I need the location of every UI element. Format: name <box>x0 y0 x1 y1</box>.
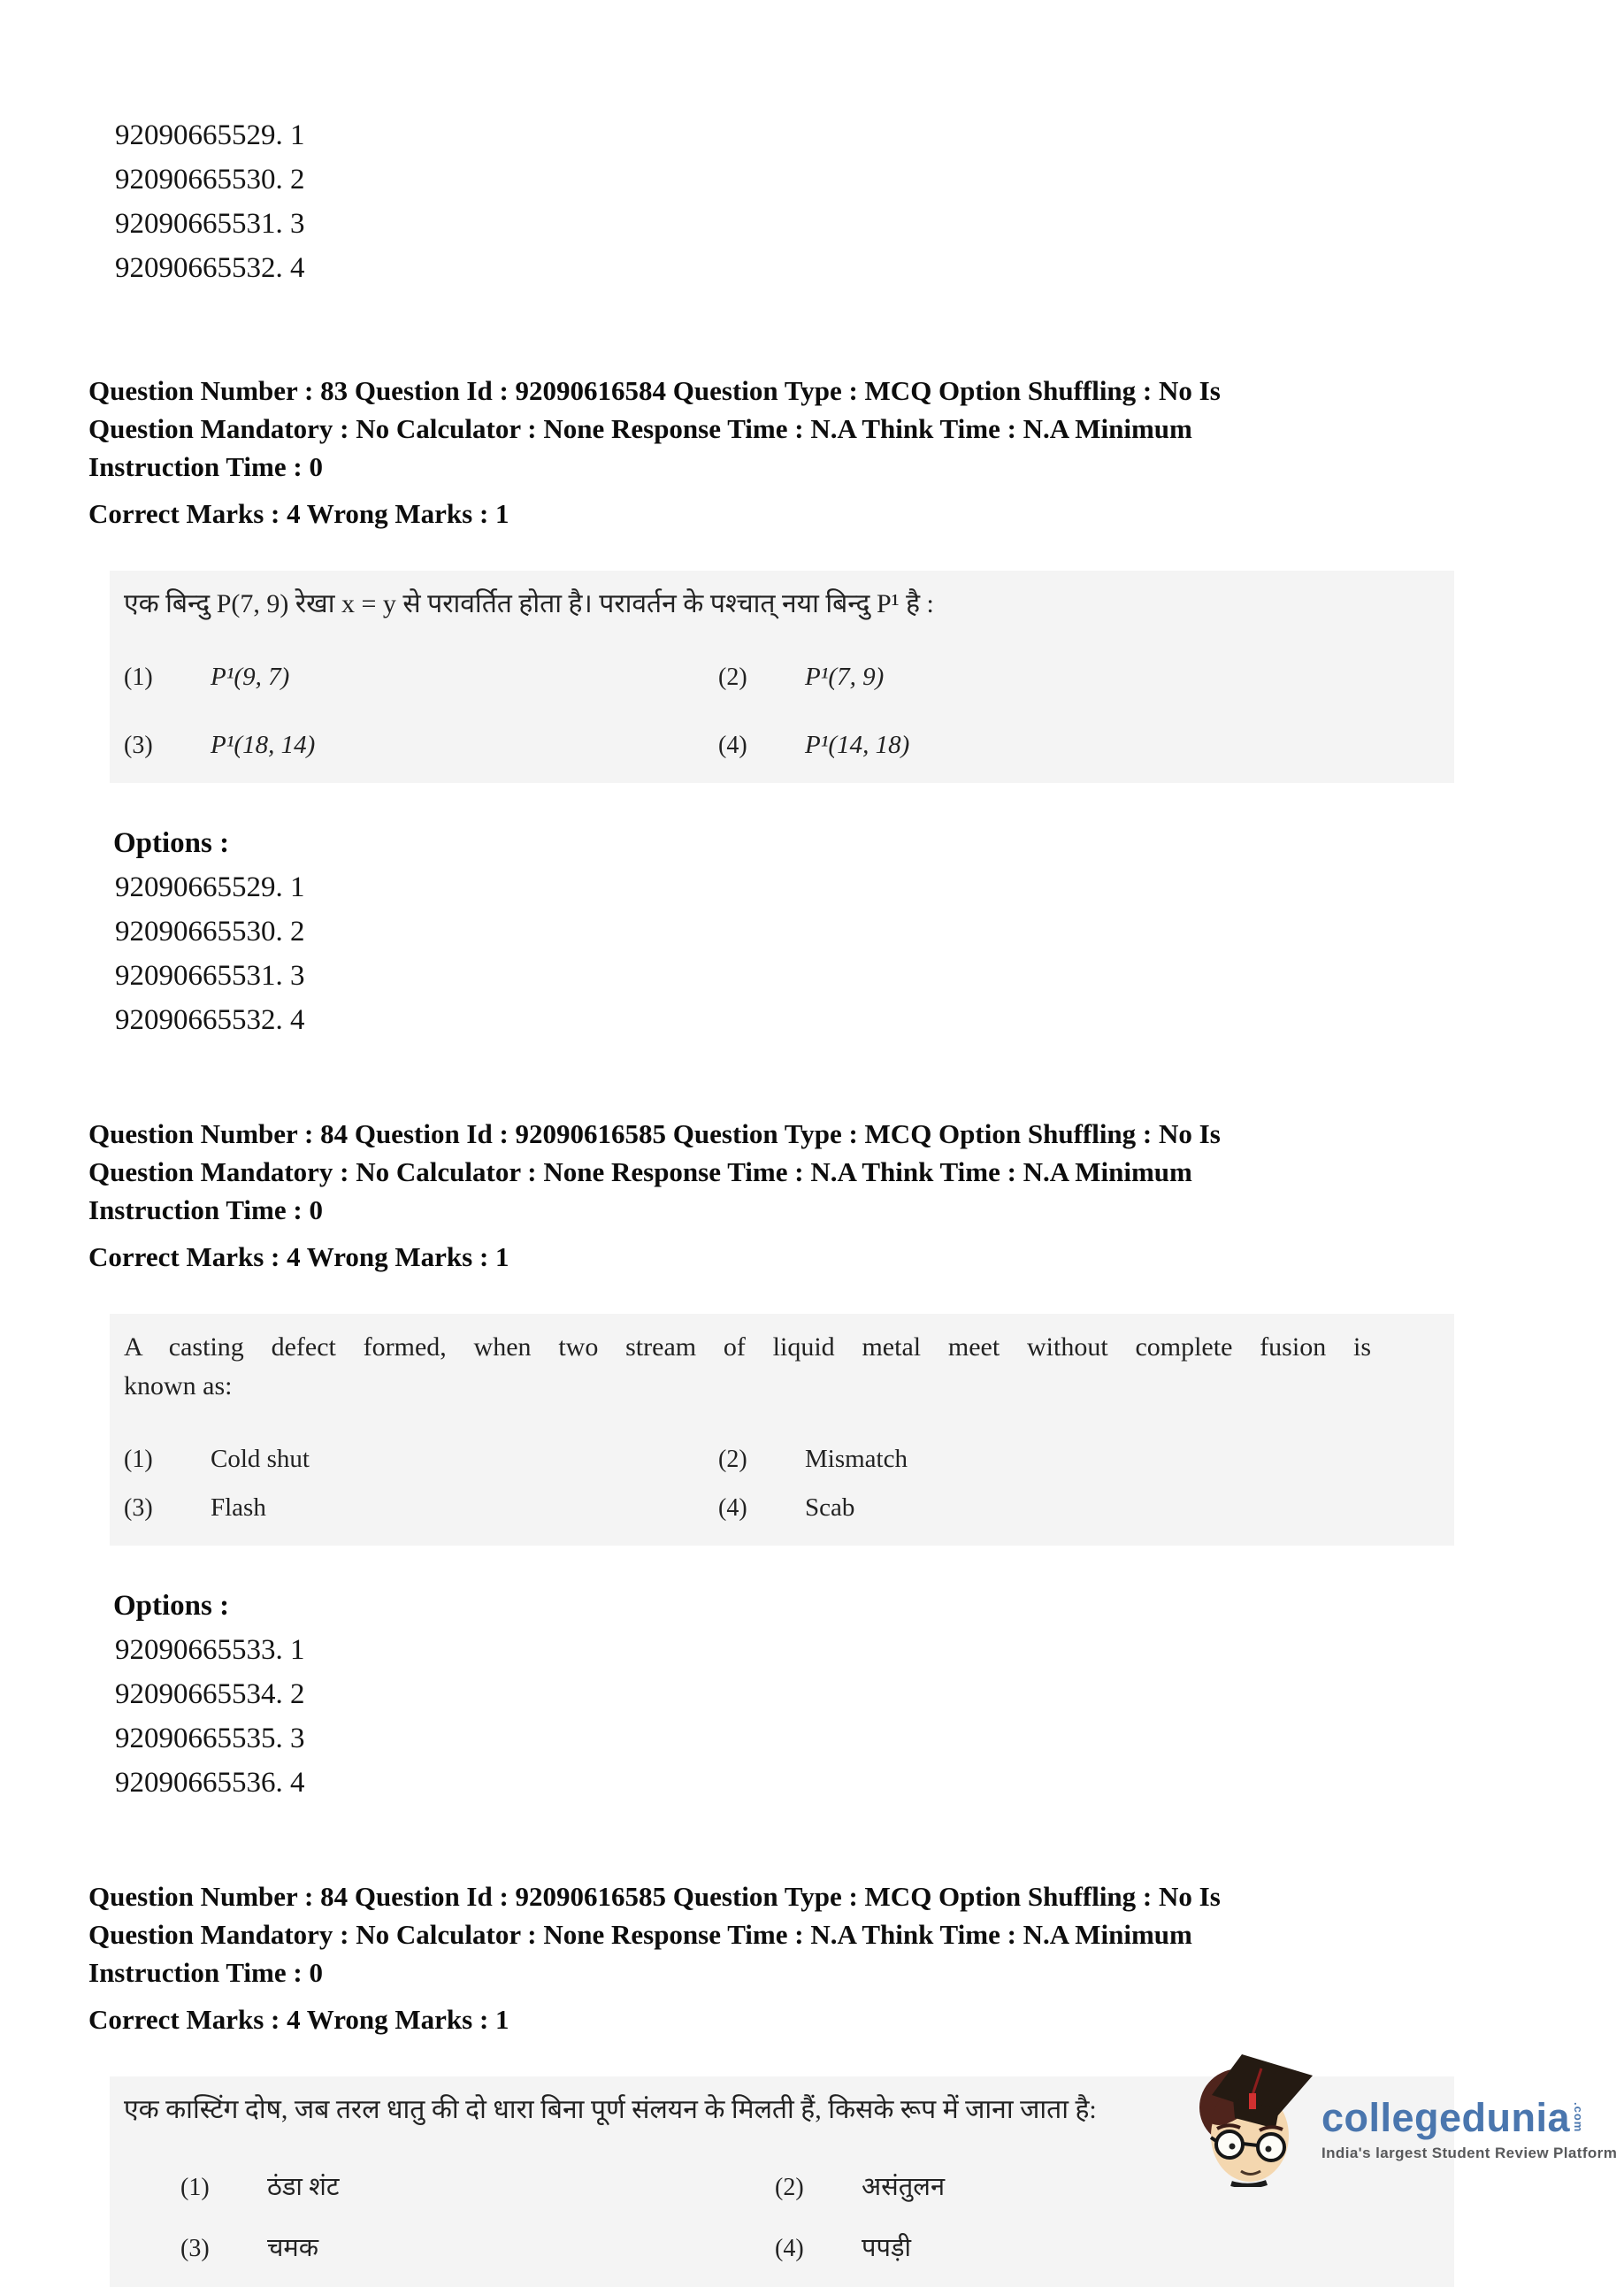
option-id-line: 92090665529. 1 <box>115 871 305 903</box>
option-id-line: 92090665529. 1 <box>115 119 305 151</box>
option-1 <box>180 2168 775 2203</box>
option-4 <box>775 2229 1369 2264</box>
option-text: P¹(18, 14) <box>211 731 316 759</box>
question-83-header <box>88 372 1468 486</box>
question-83-block <box>88 372 1544 1042</box>
option-text: चमक <box>267 2234 319 2262</box>
option-number: (1) <box>124 1446 153 1473</box>
question-header-line: Instruction Time : 0 <box>88 1194 323 1225</box>
brand-tagline: India's largest Student Review Platform <box>1321 2145 1618 2161</box>
collegedunia-logo <box>1194 2053 1617 2191</box>
option-id-line: 92090665531. 3 <box>115 208 305 240</box>
question-header-line: Instruction Time : 0 <box>88 1957 323 1988</box>
option-text: ठंडा शंट <box>267 2173 340 2201</box>
option-id-line: 92090665535. 3 <box>115 1723 305 1754</box>
option-id-line: 92090665532. 4 <box>115 1004 305 1036</box>
option-id-line: 92090665534. 2 <box>115 1678 305 1710</box>
question-84-english-block <box>88 1115 1544 1805</box>
options-label: Options : <box>113 1590 230 1622</box>
question-83-options <box>124 663 1436 760</box>
option-row <box>124 663 1436 692</box>
option-number: (3) <box>180 2235 210 2262</box>
graduate-student-mascot-icon <box>1194 2053 1316 2191</box>
question-84-text-line: known as: <box>124 1371 233 1401</box>
question-84-text-line: A casting defect formed, when two stream of liquid metal meet without complete fusion is <box>124 1332 1371 1362</box>
option-3 <box>124 1493 718 1523</box>
question-header-line: Instruction Time : 0 <box>88 451 323 482</box>
option-id-line: 92090665533. 1 <box>115 1634 305 1666</box>
option-text: Flash <box>211 1493 266 1522</box>
option-text: P¹(14, 18) <box>805 731 910 759</box>
option-number: (1) <box>180 2174 210 2201</box>
option-text: पपड़ी <box>862 2234 911 2262</box>
question-header-line: Question Number : 83 Question Id : 92090616584 Question Type : MCQ Option Shuffling : No Is <box>88 375 1221 406</box>
marks-line: Correct Marks : 4 Wrong Marks : 1 <box>88 498 509 529</box>
marks-line: Correct Marks : 4 Wrong Marks : 1 <box>88 2004 509 2035</box>
option-id-line: 92090665530. 2 <box>115 916 305 948</box>
option-number: (1) <box>124 664 153 691</box>
option-row <box>180 2229 1436 2264</box>
top-option-id-list <box>115 113 1544 290</box>
question-83-option-ids <box>115 865 1544 1042</box>
option-2 <box>718 663 1313 692</box>
option-number: (2) <box>718 1446 747 1473</box>
question-84-option-ids <box>115 1628 1544 1805</box>
question-84-header <box>88 1115 1468 1229</box>
options-label: Options : <box>113 827 230 859</box>
question-84-hindi-text: एक कास्टिंग दोष, जब तरल धातु की दो धारा बिना पूर्ण संलयन के मिलती हैं, किसके रूप में जाना जाता है: <box>124 2095 1097 2124</box>
option-1 <box>124 1445 718 1474</box>
brand-tld: .com <box>1572 2102 1586 2133</box>
question-header-line: Question Number : 84 Question Id : 92090616585 Question Type : MCQ Option Shuffling : No Is <box>88 1881 1221 1912</box>
option-4 <box>718 731 1313 760</box>
option-id-line: 92090665536. 4 <box>115 1767 305 1799</box>
question-header-line: Question Mandatory : No Calculator : None Response Time : N.A Think Time : N.A Minimum <box>88 1919 1192 1950</box>
question-84-image <box>110 1314 1454 1546</box>
option-text: Cold shut <box>211 1445 310 1473</box>
option-id-line: 92090665531. 3 <box>115 960 305 992</box>
question-header-line: Question Mandatory : No Calculator : None Response Time : N.A Think Time : N.A Minimum <box>88 413 1192 444</box>
option-text: Mismatch <box>805 1445 908 1473</box>
option-2 <box>718 1445 1313 1474</box>
option-number: (4) <box>718 1494 747 1522</box>
option-text: P¹(9, 7) <box>211 663 290 691</box>
option-text: P¹(7, 9) <box>805 663 885 691</box>
option-3 <box>124 731 718 760</box>
option-number: (4) <box>775 2235 804 2262</box>
option-1 <box>124 663 718 692</box>
marks-line: Correct Marks : 4 Wrong Marks : 1 <box>88 1241 509 1272</box>
question-header-line: Question Mandatory : No Calculator : None Response Time : N.A Think Time : N.A Minimum <box>88 1156 1192 1187</box>
option-id-line: 92090665532. 4 <box>115 252 305 284</box>
question-83-image <box>110 571 1454 783</box>
option-row <box>124 1445 1436 1474</box>
option-number: (4) <box>718 732 747 759</box>
option-number: (2) <box>718 664 747 691</box>
question-84-options <box>124 1445 1436 1523</box>
question-84-hindi-header <box>88 1877 1468 1992</box>
option-3 <box>180 2229 775 2264</box>
logo-text <box>1321 2095 1618 2162</box>
option-text: Scab <box>805 1493 855 1522</box>
option-number: (2) <box>775 2174 804 2201</box>
option-id-line: 92090665530. 2 <box>115 164 305 196</box>
option-text: असंतुलन <box>862 2173 946 2201</box>
option-row <box>124 1493 1436 1523</box>
option-4 <box>718 1493 1313 1523</box>
option-row <box>124 731 1436 760</box>
question-header-line: Question Number : 84 Question Id : 92090616585 Question Type : MCQ Option Shuffling : No Is <box>88 1118 1221 1149</box>
option-number: (3) <box>124 1494 153 1522</box>
option-number: (3) <box>124 732 153 759</box>
brand-name: collegedunia <box>1321 2095 1571 2140</box>
question-83-text: एक बिन्दु P(7, 9) रेखा x = y से परावर्तित होता है। परावर्तन के पश्चात् नया बिन्दु P¹ है : <box>124 589 934 618</box>
